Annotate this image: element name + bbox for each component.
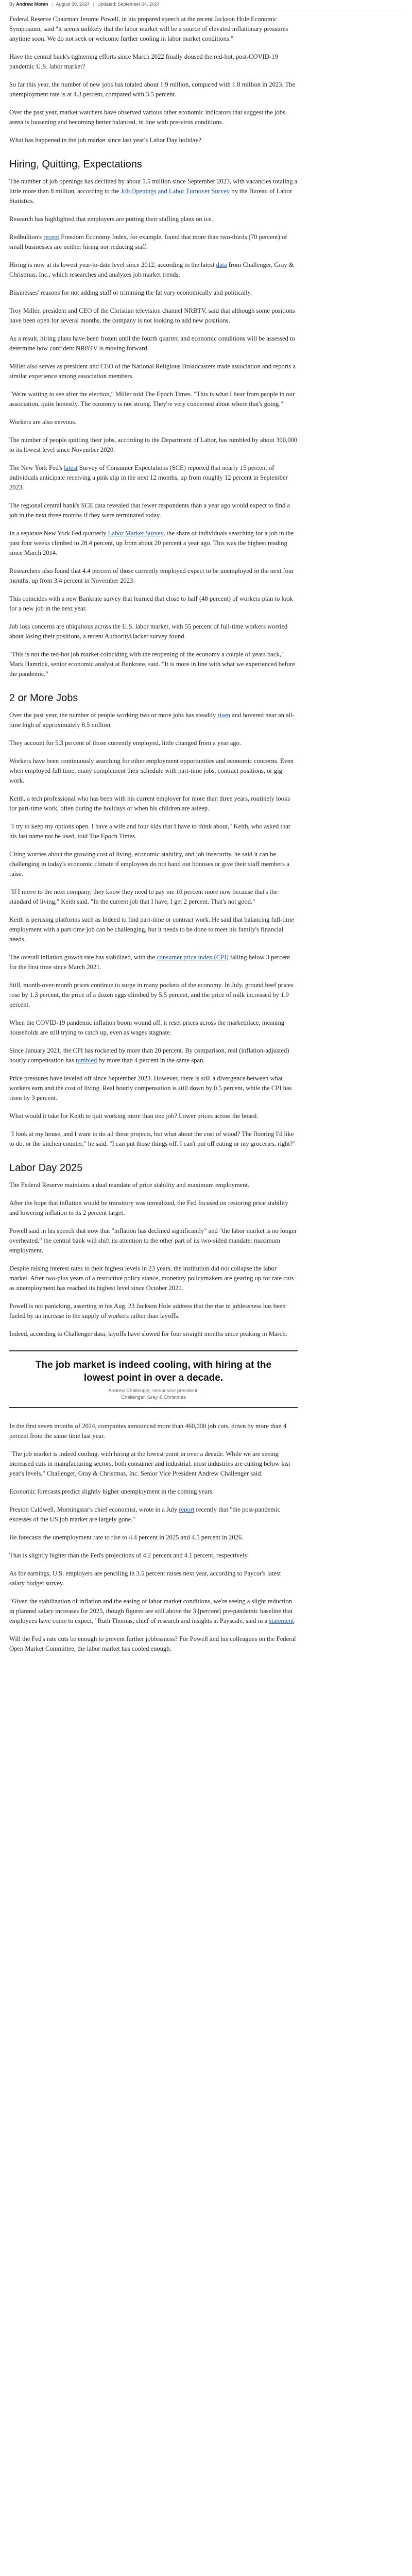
paragraph-text: , the share of individuals searching for a job in the past four weeks climbed to 28.4 percent, up from about 20 percent a year ago. This was the highest reading since March 2014.	[9, 530, 294, 556]
section-heading-hiring: Hiring, Quitting, Expectations	[9, 159, 142, 170]
inline-link[interactable]: consumer price index (CPI)	[157, 954, 229, 961]
inline-link[interactable]: Job Openings and Labor Turnover Survey	[121, 188, 230, 195]
paragraph-text: Freedom Economy Index, for example, found that more than two-thirds (70 percent) of small businesses are neither hiring nor reducing staff.	[9, 233, 287, 250]
article-intro	[9, 14, 403, 145]
article-paragraph	[9, 1018, 298, 1038]
article-paragraph	[9, 756, 298, 786]
paragraph-text: Preston Caldwell, Morningstar's chief economist, wrote in a July	[9, 1506, 179, 1513]
article-paragraph	[9, 288, 298, 298]
section-labor-day-body-a	[9, 1180, 403, 1339]
byline-separator: |	[52, 2, 53, 7]
article-paragraph	[9, 738, 298, 748]
paragraph-text: Hiring is now at its lowest year-to-date level since 2012, according to the latest	[9, 261, 216, 268]
byline-prefix: By	[9, 2, 15, 7]
paragraph-text: When the COVID-19 pandemic inflation boom wound off, it reset prices across the marketplace, meaning households are still trying to catch up, even as wages stagnate.	[9, 1019, 285, 1036]
article-paragraph	[9, 794, 298, 814]
inline-link[interactable]: recent	[43, 233, 60, 241]
article-paragraph	[9, 1074, 298, 1103]
paragraph-text: by more than 4 percent in the same span.	[97, 1057, 205, 1064]
paragraph-text: Since January 2021, the CPI has rocketed by more than 20 percent. By comparison, real (inflation-adjusted) hourly compensation has	[9, 1047, 289, 1064]
article-paragraph	[9, 594, 298, 614]
paragraph-text: "Given the stabilization of inflation and the easing of labor market conditions, we're seeing a slight reduction in planned salary increases for 2025, though figures are still above the 3 [percent] pre-pandemic baseline that employees have come to expect," Ruth Thomas, chief of research and insights at Payscale, said in a	[9, 1598, 293, 1624]
article-paragraph	[9, 306, 298, 326]
paragraph-text: He forecasts the unemployment rate to rise to 4.4 percent in 2025 and 4.5 percent in 2026.	[9, 1534, 244, 1541]
article-paragraph	[9, 1505, 298, 1524]
paragraph-text: Indeed, according to Challenger data, layoffs have slowed for four straight months since peaking in March.	[9, 1330, 287, 1337]
paragraph-text: "I try to keep my options open. I have a wife and four kids that I have to think about," Keith, who asked that his last name not be used, told The Epoch Times.	[9, 823, 290, 840]
paragraph-text: recently that "the post-pandemic excesses of the US job market are largely gone."	[9, 1506, 281, 1523]
article-paragraph	[9, 1551, 298, 1561]
pull-quote-attribution	[20, 1387, 287, 1401]
article-paragraph	[9, 1597, 298, 1626]
article-paragraph	[9, 1264, 298, 1293]
article-paragraph	[9, 417, 298, 427]
paragraph-text: The number of job openings has declined by about 1.5 million since September 2023, with vacancies totaling a little more than 8 million, according to the	[9, 178, 298, 195]
article-paragraph	[9, 214, 298, 224]
article-paragraph	[9, 1180, 298, 1190]
article-paragraph	[9, 362, 298, 381]
article-paragraph	[9, 1449, 298, 1479]
paragraph-text: Despite raising interest rates to their highest levels in 23 years, the institution did not collapse the labor market. After two-plus years of a restrictive policy stance, monetary policymakers are gearing up for rate cuts as unemployment has reached its highest level since October 2021.	[9, 1265, 294, 1292]
paragraph-text: Workers have been continuously searching for other employment opportunities and economic concerns. Even when employed full time, many complement their schedule with part-time jobs, contract positions, or gig work.	[9, 757, 294, 784]
intro-paragraph: So far this year, the number of new jobs has totaled about 1.9 million, compared with 1.8 million in 2023. The unemployment rate is at 4.3 percent, compared with 3.5 percent.	[9, 81, 296, 98]
paragraph-text: The New York Fed's	[9, 464, 64, 471]
article-paragraph	[9, 1226, 298, 1256]
byline-date: August 30, 2024	[56, 2, 90, 7]
article-paragraph	[9, 1198, 298, 1218]
article-paragraph	[9, 980, 298, 1010]
paragraph-text: Economic forecasts predict slightly higher unemployment in the coming years.	[9, 1488, 214, 1495]
article-paragraph	[9, 1329, 298, 1339]
paragraph-text: falling below 3 percent for the first time since March 2021.	[9, 954, 290, 971]
section-two-jobs-body	[9, 710, 403, 1149]
paragraph-text: "I look at my house, and I want to do all these projects, but what about the cost of wood? The flooring I'd like to do, or the kitchen counter," he said. "I can put those things off. I can't put off eating or my groceries, right?"	[9, 1130, 296, 1147]
paragraph-text: "If I move to the next company, they know they need to pay me 10 percent more now because that's the standard of living," Keith said. "In the current job that I have, I get 2 percent. That's not good."	[9, 888, 278, 905]
inline-link[interactable]: tumbled	[76, 1057, 97, 1064]
pull-quote-text: The job market is indeed cooling, with hiring at the lowest point in over a decade.	[35, 1360, 272, 1383]
paragraph-text: What would it take for Keith to quit working more than one job? Lower prices across the board.	[9, 1112, 259, 1120]
inline-link[interactable]: risen	[217, 711, 230, 719]
paragraph-text: The Federal Reserve maintains a dual mandate of price stability and maximum employment.	[9, 1181, 250, 1189]
byline-bar	[9, 0, 403, 10]
article-paragraph	[9, 389, 298, 409]
section-hiring-body	[9, 177, 403, 679]
paragraph-text: "This is not the red-hot job market coinciding with the reopening of the economy a couple of years back," Mark Hamrick, senior economic analyst at Bankrate, said. "It is more in line with what we experienced before the pandemic."	[9, 651, 295, 677]
paragraph-text: and hovered near an all-time high of approximately 8.5 million.	[9, 711, 295, 728]
inline-link[interactable]: data	[216, 261, 227, 268]
article-paragraph	[9, 232, 298, 252]
paragraph-text: They account for 5.3 percent of those currently employed, little changed from a year ago.	[9, 739, 242, 747]
byline-updated-label: Updated:	[97, 2, 116, 7]
byline-author[interactable]: Andrew Moran	[16, 2, 48, 7]
paragraph-text: from Challenger, Gray & Christmas, Inc., which researches and analyzes job market trends.	[9, 261, 294, 278]
article-paragraph	[9, 1634, 298, 1654]
intro-paragraph: Federal Reserve Chairman Jerome Powell, in his prepared speech at the recent Jackson Hole Economic Symposium, said "it seems unlikely that the labor market will be a source of elevated inflationary pressures anytime soon. We do not seek or welcome further cooling in labor market conditions."	[9, 15, 288, 42]
article-paragraph	[9, 1129, 298, 1149]
section-labor-day-body-b	[9, 1421, 403, 1654]
inline-link[interactable]: report	[179, 1506, 195, 1513]
paragraph-text: In the first seven months of 2024, companies announced more than 460,000 job cuts, down by more than 4 percent from the same time last year.	[9, 1422, 287, 1439]
paragraph-text: by the Bureau of Labor Statistics.	[9, 188, 292, 205]
section-heading-two-jobs: 2 or More Jobs	[9, 692, 78, 704]
byline-separator: |	[93, 2, 94, 7]
inline-link[interactable]: statement	[269, 1617, 294, 1624]
article-paragraph	[9, 1046, 298, 1065]
paragraph-text: Citing worries about the growing cost of living, economic stability, and job insecurity, he said it can be challenging in today's economic climate if employees do not hand out bonuses or give their staff members a raise.	[9, 851, 289, 877]
article-paragraph	[9, 435, 298, 455]
article-paragraph	[9, 710, 298, 730]
paragraph-text: The number of people quitting their jobs, according to the Department of Labor, has tumbled by about 300,000 to its lowest level since November 2020.	[9, 436, 298, 453]
article-paragraph	[9, 566, 298, 586]
article-paragraph	[9, 850, 298, 879]
intro-paragraph: What has happened in the job market since last year's Labor Day holiday?	[9, 137, 201, 144]
article-paragraph	[9, 260, 298, 280]
paragraph-text: This coincides with a new Bankrate survey that learned that close to half (48 percent) of workers plan to look for a new job in the next year.	[9, 595, 293, 612]
paragraph-text: Troy Miller, president and CEO of the Christian television channel NRBTV, said that although some positions have been open for several months, the company is not looking to add new positions.	[9, 307, 295, 324]
article-paragraph	[9, 650, 298, 679]
inline-link[interactable]: latest	[64, 464, 78, 471]
article-paragraph	[9, 529, 298, 558]
article-paragraph	[9, 1301, 298, 1321]
article-paragraph	[9, 1421, 298, 1441]
paragraph-text: Keith, a tech professional who has been with his current employer for more than three years, routinely looks for part-time work, often during the holidays or when his children are asleep.	[9, 795, 290, 812]
paragraph-text: Keith is perusing platforms such as Indeed to find part-time or contract work. He said that balancing full-time employment with a part-time job can be challenging, but it needs to be done to meet his family's financial needs.	[9, 916, 294, 943]
paragraph-text: The regional central bank's SCE data revealed that fewer respondents than a year ago would expect to find a job in the next three months if they were terminated today.	[9, 502, 290, 519]
article-paragraph	[9, 915, 298, 944]
byline-updated-date: September 04, 2024	[117, 2, 160, 7]
paragraph-text: As for earnings, U.S. employers are penciling in 3.5 percent raises next year, according to Paycor's latest salary budget survey.	[9, 1570, 281, 1587]
intro-paragraph: Have the central bank's tightening efforts since March 2022 finally doused the red-hot, post-COVID-19 pandemic U.S. labor market?	[9, 53, 278, 70]
article-paragraph	[9, 887, 298, 907]
article-paragraph	[9, 622, 298, 641]
paragraph-text: Price pressures have leveled off since September 2023. However, there is still a divergence between what workers earn and the cost of living. Real hourly compensation is still down by 0.5 percent, while the CPI has risen by 3 percent.	[9, 1075, 292, 1101]
paragraph-text: Researchers also found that 4.4 percent of those currently employed expect to be unemployed in the next four months, up from 3.4 percent in November 2023.	[9, 567, 294, 584]
article-paragraph	[9, 463, 298, 493]
paragraph-text: "We're waiting to see after the election," Miller told The Epoch Times. "This is what I hear from people in our association, quite honestly. The economy is not strong. They're very concerned about where that's going."	[9, 391, 295, 408]
paragraph-text: That is slightly higher than the Fed's projections of 4.2 percent and 4.1 percent, respectively.	[9, 1552, 249, 1559]
paragraph-text: Job loss concerns are ubiquitous across the U.S. labor market, with 55 percent of full-time workers worried about losing their positions, a recent AuthorityHacker survey found.	[9, 623, 288, 640]
paragraph-text: After the hope that inflation would be transitory was unrealized, the Fed focused on restoring price stability and lowering inflation to its 2 percent target.	[9, 1199, 288, 1216]
paragraph-text: Businesses' reasons for not adding staff or trimming the fat vary economically and politically.	[9, 289, 252, 296]
paragraph-text: As a result, hiring plans have been frozen until the fourth quarter, and economic conditions will be assessed to determine how confident NRBTV is moving forward.	[9, 335, 295, 352]
pull-quote-attribution-name: Andrew Challenger, senior vice president,	[108, 1388, 199, 1394]
paragraph-text: Workers are also nervous.	[9, 418, 77, 426]
paragraph-text: Will the Fed's rate cuts be enough to prevent further joblessness? For Powell and his colleagues on the Federal Open Market Committee, the labor market has cooled enough.	[9, 1635, 296, 1652]
article-paragraph	[9, 501, 298, 520]
paragraph-text: Powell said in his speech that now that "inflation has declined significantly" and "the labor market is no longer overheated," the central bank will shift its attention to the other part of its two-sided mandate: maximum employment.	[9, 1227, 297, 1254]
article-paragraph	[9, 334, 298, 353]
section-heading-labor-day: Labor Day 2025	[9, 1162, 83, 1174]
article-paragraph	[9, 1569, 298, 1588]
article-paragraph	[9, 177, 298, 206]
paragraph-text: Survey of Consumer Expectations (SCE) reported that nearly 15 percent of individuals anticipate receiving a pink slip in the next 12 months, up from roughly 12 percent in September 2023.	[9, 464, 288, 491]
paragraph-text: Miller also serves as president and CEO of the National Religious Broadcasters trade association and reports a similar experience among association members.	[9, 363, 296, 380]
article-paragraph	[9, 1533, 298, 1543]
article-paragraph	[9, 1111, 298, 1121]
article-paragraph	[9, 822, 298, 841]
pull-quote	[9, 1350, 298, 1408]
paragraph-text: Powell is not panicking, asserting in his Aug. 23 Jackson Hole address that the rise in joblessness has been fueled by an increase in the supply of workers rather than layoffs.	[9, 1302, 286, 1319]
inline-link[interactable]: Labor Market Survey	[108, 530, 164, 537]
paragraph-text: In a separate New York Fed quarterly	[9, 530, 108, 537]
paragraph-text: Research has highlighted that employers are putting their staffing plans on ice.	[9, 215, 213, 223]
paragraph-text: The overall inflation growth rate has stabilized, with the	[9, 954, 157, 961]
paragraph-text: Still, month-over-month prices continue to surge in many pockets of the economy. In July, ground beef prices rose by 1.3 percent, the price of a dozen eggs climbed by 5.5 percent, and the price of milk increased by 1.9 percent.	[9, 981, 294, 1008]
paragraph-text: Over the past year, the number of people working two or more jobs has steadily	[9, 711, 218, 719]
pull-quote-attribution-org: Challenger, Gray & Christmas	[121, 1395, 186, 1400]
paragraph-text: "The job market is indeed cooling, with hiring at the lowest point in over a decade. While we are seeing increased cuts in manufacturing sectors, both consumer and industrial, most industries are cutting below last year's levels," Challenger, Gray & Christmas, Inc. Senior Vice President Andrew Challenger said.	[9, 1450, 290, 1477]
paragraph-text: .	[294, 1617, 296, 1624]
paragraph-text: Redbullion's	[9, 233, 44, 241]
article-paragraph	[9, 1487, 298, 1497]
intro-paragraph: Over the past year, market watchers have observed various other economic indicators that suggest the jobs arena is loosening and becoming better balanced, in line with pre-virus conditions.	[9, 109, 285, 126]
article-paragraph	[9, 953, 298, 972]
